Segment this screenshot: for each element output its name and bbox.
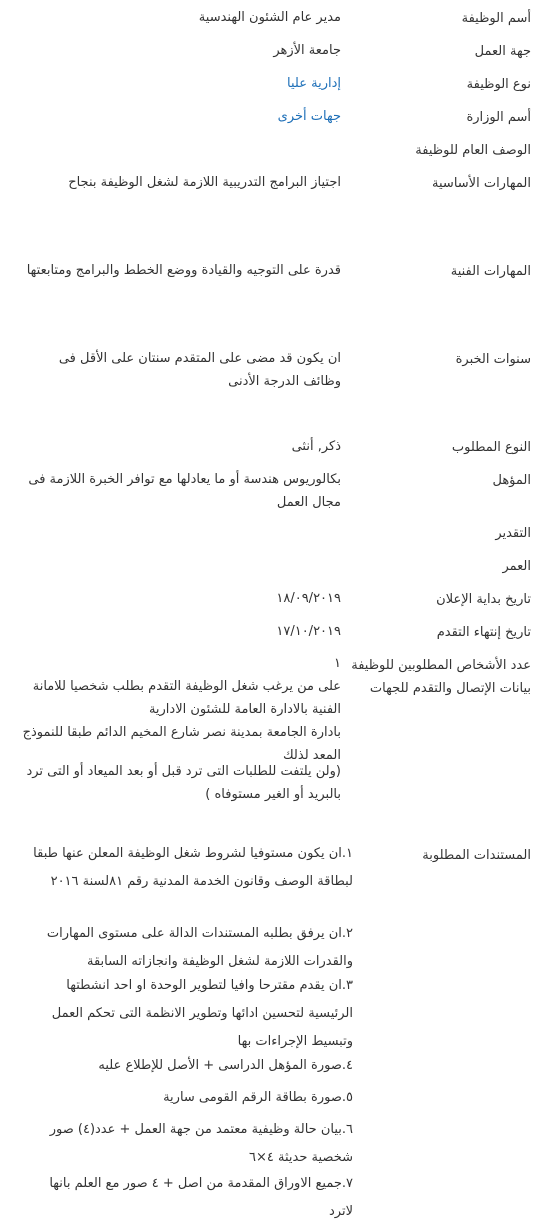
qualification-label: المؤهل bbox=[492, 473, 531, 488]
start-date-value: ١٨/٠٩/٢٠١٩ bbox=[276, 591, 341, 606]
document-item: ٣.ان يقدم مقترحا وافيا لتطوير الوحدة او احد انشطتها الرئيسية لتحسين ادائها وتطوير الانظمة التى تحكم العمل وتبسيط الإجراءات بها bbox=[51, 978, 353, 1049]
document-item: ٤.صورة المؤهل الدراسى + الأصل للإطلاع عليه bbox=[98, 1058, 353, 1073]
contact-line-3: (ولن يلتفت للطلبات التى ترد قبل أو بعد الميعاد أو التى ترد بالبريد أو الغير مستوفاه ) bbox=[26, 764, 341, 802]
contact-line-2: بادارة الجامعة بمدينة نصر شارع المخيم الدائم طبقا للنموذج المعد لذلك bbox=[22, 725, 341, 763]
grade-label: التقدير bbox=[495, 526, 531, 541]
end-date-value: ١٧/١٠/٢٠١٩ bbox=[276, 624, 341, 639]
document-item: ١.ان يكون مستوفيا لشروط شغل الوظيفة المعلن عنها طبقا لبطاقة الوصف وقانون الخدمة المدنية رقم ٨١لسنة ٢٠١٦ bbox=[33, 846, 353, 889]
job-title-label: أسم الوظيفة bbox=[461, 11, 531, 26]
contact-label: بيانات الإتصال والتقدم للجهات bbox=[369, 681, 531, 696]
end-date-label: تاريخ إنتهاء التقدم bbox=[436, 625, 531, 640]
description-label: الوصف العام للوظيفة bbox=[415, 143, 531, 158]
start-date-label: تاريخ بداية الإعلان bbox=[436, 592, 531, 607]
job-type-label: نوع الوظيفة bbox=[466, 77, 531, 92]
document-item: ٢.ان يرفق بطلبه المستندات الدالة على مستوى المهارات والقدرات اللازمة لشغل الوظيفة وانجازاته السابقة bbox=[46, 926, 353, 969]
basic-skills-value: اجتياز البرامج التدريبية اللازمة لشغل الوظيفة بنجاح bbox=[68, 175, 341, 190]
applicants-count-label: عدد الأشخاص المطلوبين للوظيفة bbox=[351, 658, 531, 673]
basic-skills-label: المهارات الأساسية bbox=[432, 176, 531, 191]
experience-label: سنوات الخبرة bbox=[455, 352, 531, 367]
qualification-value: بكالوريوس هندسة أو ما يعادلها مع توافر الخبرة اللازمة فى مجال العمل bbox=[28, 472, 341, 510]
tech-skills-value: قدرة على التوجيه والقيادة ووضع الخطط والبرامج ومتابعتها bbox=[26, 263, 341, 278]
document-item: ٥.صورة بطاقة الرقم القومى سارية bbox=[163, 1090, 353, 1105]
employer-value: جامعة الأزهر bbox=[273, 43, 341, 58]
experience-value: ان يكون قد مضى على المتقدم سنتان على الأقل فى وظائف الدرجة الأدنى bbox=[58, 351, 341, 389]
applicants-count-value: ١ bbox=[334, 656, 341, 671]
document-item: ٦.بيان حالة وظيفية معتمد من جهة العمل + عدد(٤) صور شخصية حديثة ٤×٦ bbox=[49, 1122, 353, 1165]
age-label: العمر bbox=[502, 559, 531, 574]
document-item: ٧.جميع الاوراق المقدمة من اصل + ٤ صور مع العلم بانها لاترد bbox=[49, 1176, 353, 1219]
job-title-value: مدير عام الشئون الهندسية bbox=[198, 10, 341, 25]
gender-label: النوع المطلوب bbox=[451, 440, 531, 455]
job-type-link[interactable]: إدارية عليا bbox=[287, 76, 341, 91]
ministry-label: أسم الوزارة bbox=[466, 110, 531, 125]
tech-skills-label: المهارات الفنية bbox=[450, 264, 531, 279]
ministry-link[interactable]: جهات أخرى bbox=[277, 109, 341, 124]
documents-label: المستندات المطلوبة bbox=[422, 848, 531, 863]
contact-line-1: على من يرغب شغل الوظيفة التقدم بطلب شخصيا للامانة الفنية بالادارة العامة للشئون الادارية bbox=[32, 679, 341, 717]
gender-value: ذكر, أنثى bbox=[291, 439, 341, 454]
employer-label: جهة العمل bbox=[474, 44, 531, 59]
